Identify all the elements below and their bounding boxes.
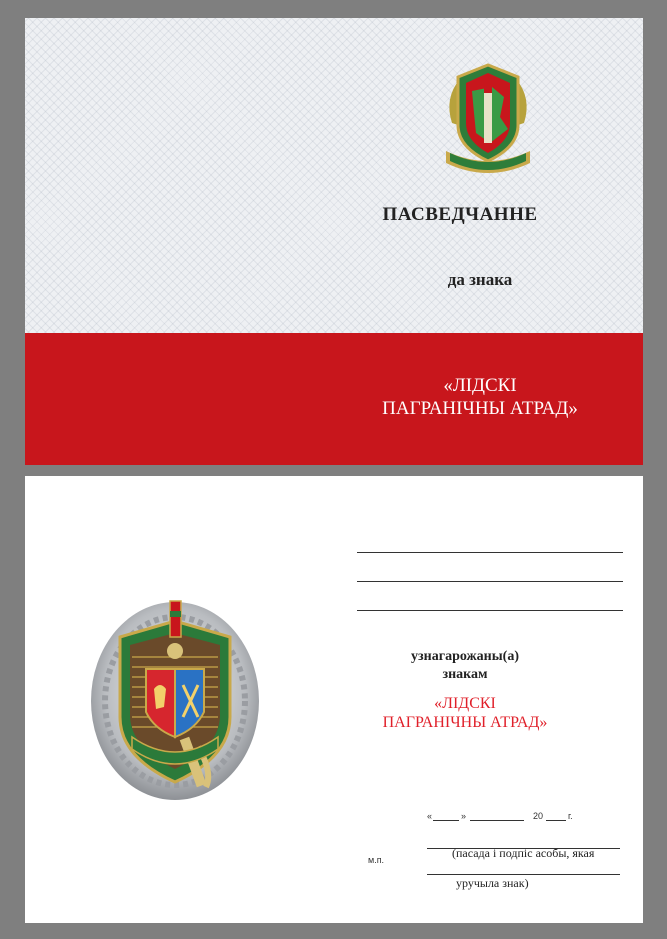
stamp-label: м.п. — [368, 855, 385, 865]
date-year-prefix: 20 — [533, 811, 544, 821]
name-line-3 — [357, 610, 623, 611]
document-title: ПАСВЕДЧАННЕ — [382, 204, 538, 225]
date-open-quote: « — [427, 811, 433, 821]
date-year-suffix: г. — [568, 811, 573, 821]
cover-award-line-1: «ЛІДСКІ — [443, 375, 517, 396]
signature-caption-1: (пасада і подпіс асобы, якая — [452, 846, 595, 860]
inner-award-line-1: «ЛІДСКІ — [434, 695, 496, 712]
name-line-1 — [357, 552, 623, 553]
inner-award-line-2: ПАГРАНІЧНЫ АТРАД» — [382, 714, 548, 731]
with-badge-label: знакам — [442, 667, 488, 682]
document-subtitle: да знака — [447, 270, 513, 289]
date-day-line — [433, 820, 459, 821]
cover-award-line-2: ПАГРАНІЧНЫ АТРАД» — [382, 398, 578, 419]
date-month-line — [470, 820, 524, 821]
cover-page — [25, 18, 643, 465]
lida-border-detachment-badge-icon — [88, 597, 263, 802]
name-line-2 — [357, 581, 623, 582]
date-year-line — [546, 820, 566, 821]
signature-caption-2: уручыла знак) — [456, 876, 529, 890]
cover-award-name — [355, 374, 605, 420]
border-guard-emblem-icon — [438, 63, 538, 178]
date-close-quote: » — [461, 811, 467, 821]
awarded-label: узнагарожаны(а) — [411, 649, 519, 664]
